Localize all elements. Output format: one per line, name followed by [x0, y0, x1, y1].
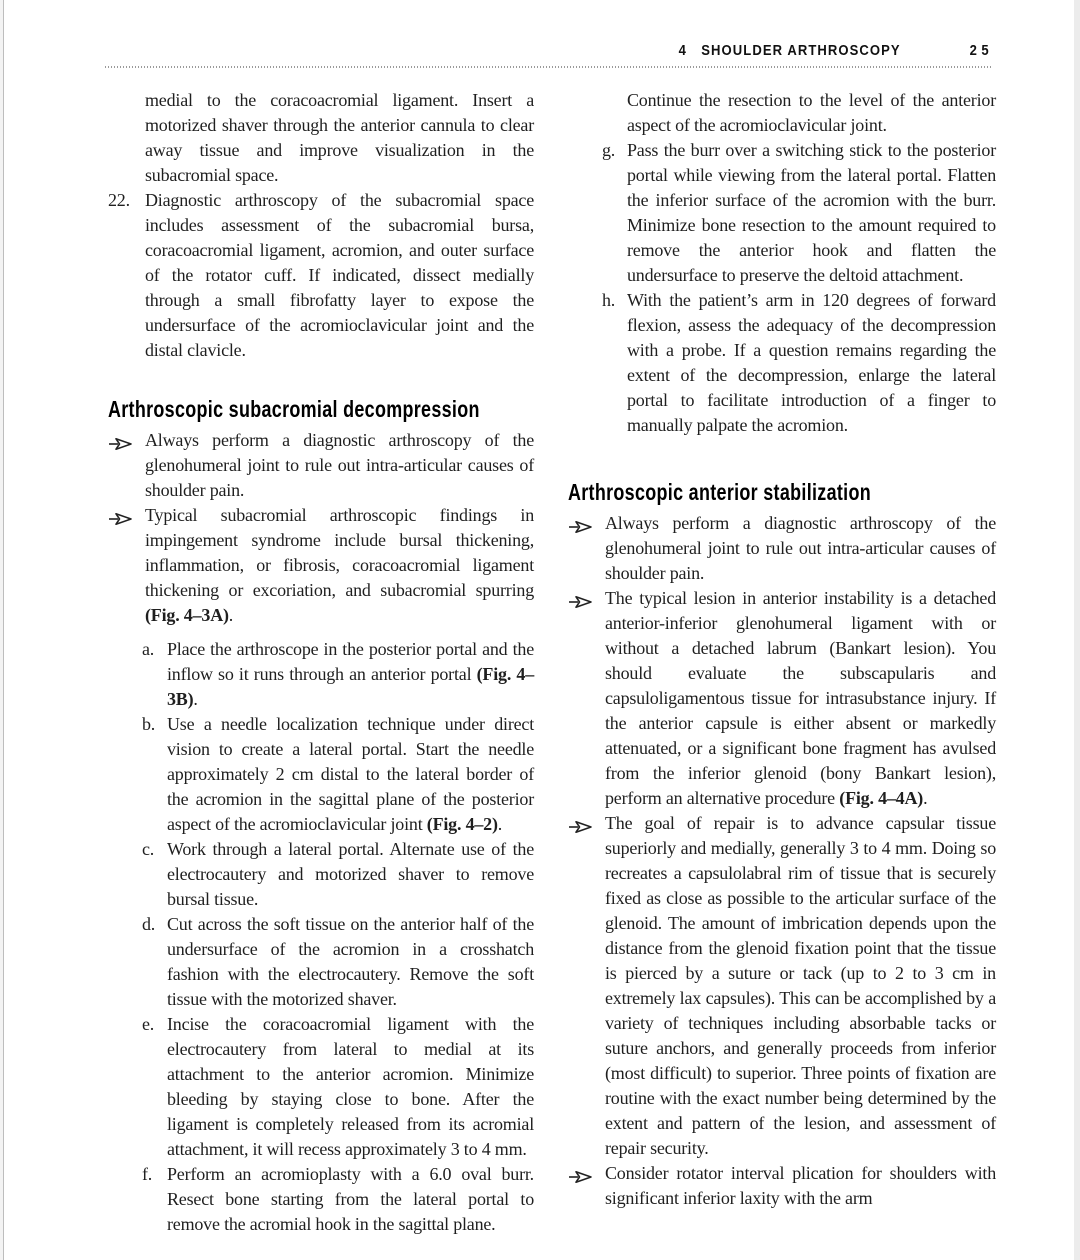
figure-reference: (Fig. 4–3B)	[167, 664, 534, 709]
step-text: Cut across the soft tissue on the anterior half of the undersurface of the acromion in a crosshatch fashion with the electrocautery. Remove the soft tissue with the motorized shaver.	[167, 914, 534, 1009]
arrow-bullet-icon	[108, 433, 134, 447]
bullet-item	[568, 511, 996, 586]
figure-reference: (Fig. 4–2)	[426, 814, 498, 834]
chapter-title: SHOULDER ARTHROSCOPY	[701, 43, 901, 59]
bullet-text: The typical lesion in anterior instability is a detached anterior-inferior glenohumeral ligament with or without a detached labrum (Bankart lesion). You should evaluate the subscapularis and capsuloligamentous tissue for intrasubstance injury. If the anterior capsule is either absent or markedly attenuated, or a significant bone fragment has avulsed from the inferior glenoid (bony Bankart lesion), perform an alternative procedure	[605, 588, 996, 808]
step-letter: b.	[142, 714, 156, 734]
header-rule	[105, 66, 992, 68]
step-letter: f.	[142, 1164, 153, 1184]
arrow-bullet-icon	[568, 816, 594, 830]
step-text: Diagnostic arthroscopy of the subacromial space includes assessment of the subacromial bursa, coracoacromial ligament, acromion, and outer surface of the rotator cuff. If indicated, dissect medially through a small fibrofatty layer to expose the undersurface of the acromioclavicular joint and the distal clavicle.	[145, 190, 534, 360]
chapter-group	[679, 42, 901, 60]
continuation-paragraph: medial to the coracoacromial ligament. Insert a motorized shaver through the anterior cannula to clear away tissue and improve visualization in the subacromial space.	[145, 90, 534, 185]
arrow-bullet-icon	[568, 591, 594, 605]
numbered-step	[108, 188, 534, 363]
lettered-step	[108, 1012, 534, 1162]
bullet-text-after: .	[923, 788, 928, 808]
bullet-text: Typical subacromial arthroscopic findings in impingement syndrome include bursal thickening, inflammation, or fibrosis, coracoacromial ligament thickening or excoriation, and subacromial spurring	[145, 505, 534, 600]
step-number: 22.	[108, 190, 130, 210]
step-letter: g.	[602, 140, 616, 160]
bullet-text: The goal of repair is to advance capsular tissue superiorly and medially, generally 3 to 4 mm. Doing so recreates a capsulolabral rim of tissue that is securely fixed as close as possible to the articular surface of the glenoid. The amount of imbrication depends upon the distance from the glenoid fixation point that the tissue is pierced by a suture or tack (up to 2 to 3 cm in extremely lax capsules). This can be accomplished by a variety of techniques including absorbable tacks or suture anchors, and generally proceeds from inferior (most difficult) to superior. Three points of fixation are routine with the exact number being determined by the extent and pattern of the lesion, and assessment of repair security.	[605, 813, 996, 1158]
arrow-bullet-icon	[568, 1166, 594, 1180]
step-letter: c.	[142, 839, 155, 859]
chapter-number: 4	[678, 43, 687, 59]
page-right-edge	[1074, 0, 1080, 1260]
lettered-step	[108, 1162, 534, 1237]
step-text: Incise the coracoacromial ligament with the electrocautery from lateral to medial at its attachment to the anterior acromion. Minimize bleeding by staying close to bone. After the ligament is completely released from its acromial attachment, it will recess approximately 3 to 4 mm.	[167, 1014, 534, 1159]
step-text: Pass the burr over a switching stick to the posterior portal while viewing from the lateral portal. Flatten the inferior surface of the acromion with the burr. Minimize bone resection to the amount required to remove the anterior hook and flatten the undersurface to preserve the deltoid attachment.	[627, 140, 996, 285]
lettered-step	[108, 912, 534, 1012]
continuation-paragraph: Continue the resection to the level of the anterior aspect of the acromioclavicular joint.	[627, 90, 996, 135]
lettered-step	[568, 288, 996, 438]
bullet-list	[108, 428, 534, 628]
lettered-step	[108, 637, 534, 712]
left-column	[108, 88, 534, 1237]
right-column	[568, 88, 996, 1211]
section-heading-subacromial-decompression: Arthroscopic subacromial decompression	[108, 396, 480, 422]
bullet-item	[568, 811, 996, 1161]
step-letter: e.	[142, 1014, 155, 1034]
bullet-item	[568, 1161, 996, 1211]
page-left-edge	[0, 0, 4, 1260]
bullet-item	[108, 428, 534, 503]
step-text-after: .	[193, 689, 198, 709]
bullet-text: Always perform a diagnostic arthroscopy of the glenohumeral joint to rule out intra-articular causes of shoulder pain.	[145, 430, 534, 500]
step-letter: a.	[142, 639, 155, 659]
bullet-text: Consider rotator interval plication for shoulders with significant inferior laxity with the arm	[605, 1163, 996, 1208]
arrow-bullet-icon	[108, 508, 134, 522]
lettered-step	[108, 837, 534, 912]
step-text: With the patient’s arm in 120 degrees of forward flexion, assess the adequacy of the decompression with a probe. If a question remains regarding the extent of the decompression, enlarge the lateral portal to facilitate introduction of a finger to manually palpate the acromion.	[627, 290, 996, 435]
step-text-after: .	[497, 814, 503, 834]
page-number: 25	[969, 43, 993, 59]
step-letter: h.	[602, 290, 616, 310]
figure-reference: (Fig. 4–4A)	[839, 788, 924, 808]
arrow-bullet-icon	[568, 516, 594, 530]
bullet-list	[568, 511, 996, 1211]
running-header	[105, 42, 993, 60]
bullet-item	[108, 503, 534, 628]
lettered-step-list	[108, 637, 534, 1237]
step-text: Work through a lateral portal. Alternate use of the electrocautery and motorized shaver to remove bursal tissue.	[167, 839, 534, 909]
step-letter: d.	[142, 914, 156, 934]
bullet-item	[568, 586, 996, 811]
step-text: Perform an acromioplasty with a 6.0 oval burr. Resect bone starting from the lateral portal to remove the acromial hook in the sagittal plane.	[167, 1164, 534, 1234]
lettered-step	[108, 712, 534, 837]
figure-reference: (Fig. 4–3A)	[145, 605, 229, 625]
bullet-text-after: .	[228, 605, 234, 625]
section-heading-anterior-stabilization: Arthroscopic anterior stabilization	[568, 479, 871, 505]
step-text: Use a needle localization technique under direct vision to create a lateral portal. Start the needle approximately 2 cm distal to the lateral border of the acromion in the sagittal plane of the posterior aspect of the acromioclavicular joint	[167, 714, 534, 834]
lettered-step	[568, 138, 996, 288]
bullet-text: Always perform a diagnostic arthroscopy of the glenohumeral joint to rule out intra-articular causes of shoulder pain.	[605, 513, 996, 583]
step-text: Place the arthroscope in the posterior portal and the inflow so it runs through an anterior portal	[167, 639, 534, 684]
lettered-step-list	[568, 138, 996, 438]
